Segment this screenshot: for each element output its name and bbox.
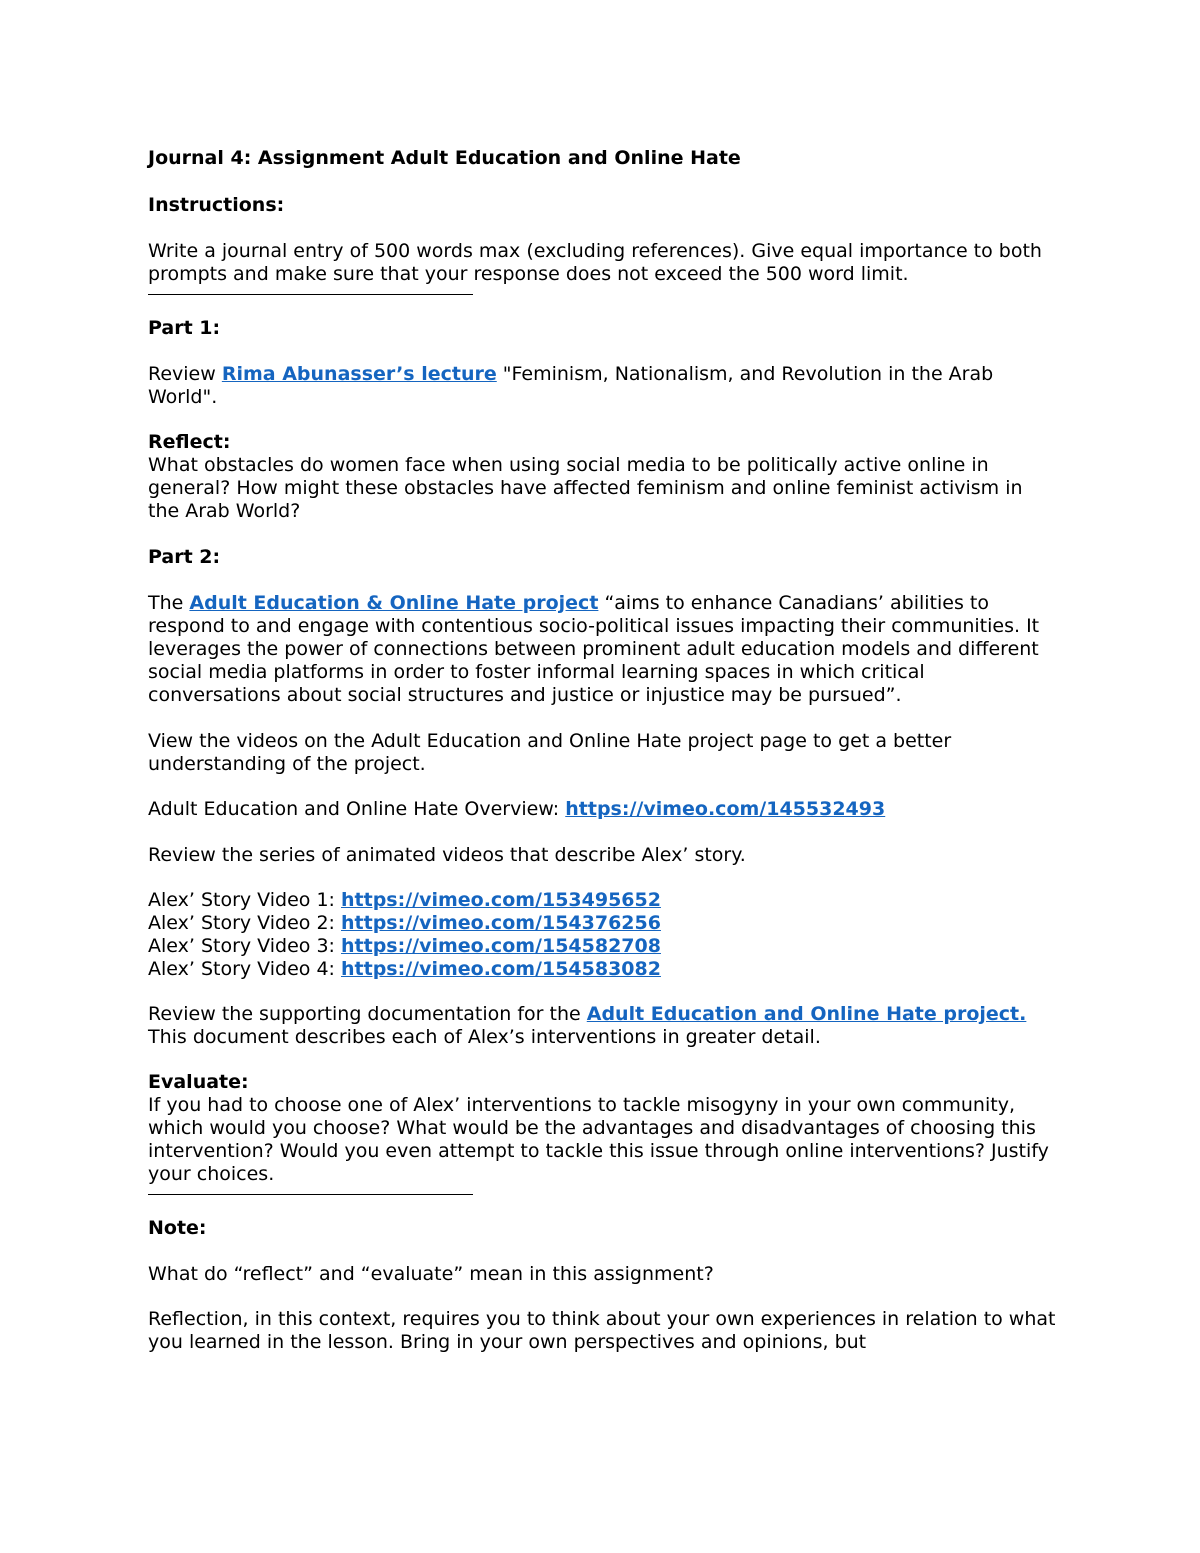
view-videos-text: View the videos on the Adult Education and Online Hate project page to get a better understanding of the project.: [148, 730, 952, 775]
part1-heading: Part 1:: [148, 317, 221, 339]
overview-line: [148, 798, 1058, 821]
part1-review-prefix: Review: [148, 363, 222, 385]
video-label: Alex’ Story Video 1:: [148, 889, 341, 911]
lecture-link[interactable]: Rima Abunasser’s lecture: [221, 363, 497, 385]
video-item-2: [148, 912, 1058, 935]
video-link-4[interactable]: https://vimeo.com/154583082: [341, 958, 661, 980]
docs-description: This document describes each of Alex’s interventions in greater detail.: [148, 1026, 821, 1048]
part2-intro-prefix: The: [148, 592, 190, 614]
video-link-2[interactable]: https://vimeo.com/154376256: [341, 912, 661, 934]
video-item-4: [148, 958, 1058, 981]
instructions-body: Write a journal entry of 500 words max (excluding references). Give equal importance to both prompts and make sure that your response does not exceed the 500 word limit.: [148, 240, 1042, 285]
video-item-1: [148, 889, 1058, 912]
note-reflection-text: Reflection, in this context, requires you to think about your own experiences in relation to what you learned in the lesson. Bring in your own perspectives and opinions, but: [148, 1308, 1056, 1353]
part1-review: [148, 363, 1058, 409]
part1-review-suffix: "Feminism, Nationalism, and Revolution in the Arab World".: [148, 363, 994, 408]
overview-link[interactable]: https://vimeo.com/145532493: [565, 798, 886, 820]
reflect-body: What obstacles do women face when using social media to be politically active online in general? How might these obstacles have affected feminism and online feminist activism in the Arab World?: [148, 454, 1023, 522]
video-link-1[interactable]: https://vimeo.com/153495652: [341, 889, 661, 911]
note-question: What do “reflect” and “evaluate” mean in this assignment?: [148, 1263, 714, 1285]
part2-intro-suffix: “aims to enhance Canadians’ abilities to respond to and engage with contentious socio-political issues impacting their communities. It leverages the power of connections between prominent adult education models and different social media platforms in order to foster informal learning spaces in which critical conversations about social structures and justice or injustice may be pursued”.: [148, 592, 1040, 706]
project-link[interactable]: Adult Education & Online Hate project: [189, 592, 599, 614]
page-title: Journal 4: Assignment Adult Education and Online Hate: [148, 147, 741, 169]
docs-line: [148, 1003, 1058, 1026]
part2-heading: Part 2:: [148, 546, 221, 568]
overview-label: Adult Education and Online Hate Overview:: [148, 798, 566, 820]
video-label: Alex’ Story Video 3:: [148, 935, 341, 957]
video-label: Alex’ Story Video 4:: [148, 958, 341, 980]
video-label: Alex’ Story Video 2:: [148, 912, 341, 934]
documentation-link[interactable]: Adult Education and Online Hate project.: [586, 1003, 1027, 1025]
evaluate-body: If you had to choose one of Alex’ interventions to tackle misogyny in your own community, which would you choose? What would be the advantages and disadvantages of choosing this intervention? Would you even attempt to tackle this issue through online interventions? Justify your choices.: [148, 1094, 1049, 1185]
note-heading: Note:: [148, 1217, 207, 1239]
document-body: [148, 147, 1058, 1354]
instructions-heading: Instructions:: [148, 194, 285, 216]
video-link-3[interactable]: https://vimeo.com/154582708: [341, 935, 661, 957]
evaluate-heading: Evaluate:: [148, 1071, 249, 1093]
video-list: [148, 889, 1058, 981]
series-text: Review the series of animated videos that describe Alex’ story.: [148, 844, 746, 866]
part2-intro: [148, 592, 1058, 707]
docs-prefix: Review the supporting documentation for the: [148, 1003, 587, 1025]
video-item-3: [148, 935, 1058, 958]
reflect-heading: Reflect:: [148, 431, 231, 453]
